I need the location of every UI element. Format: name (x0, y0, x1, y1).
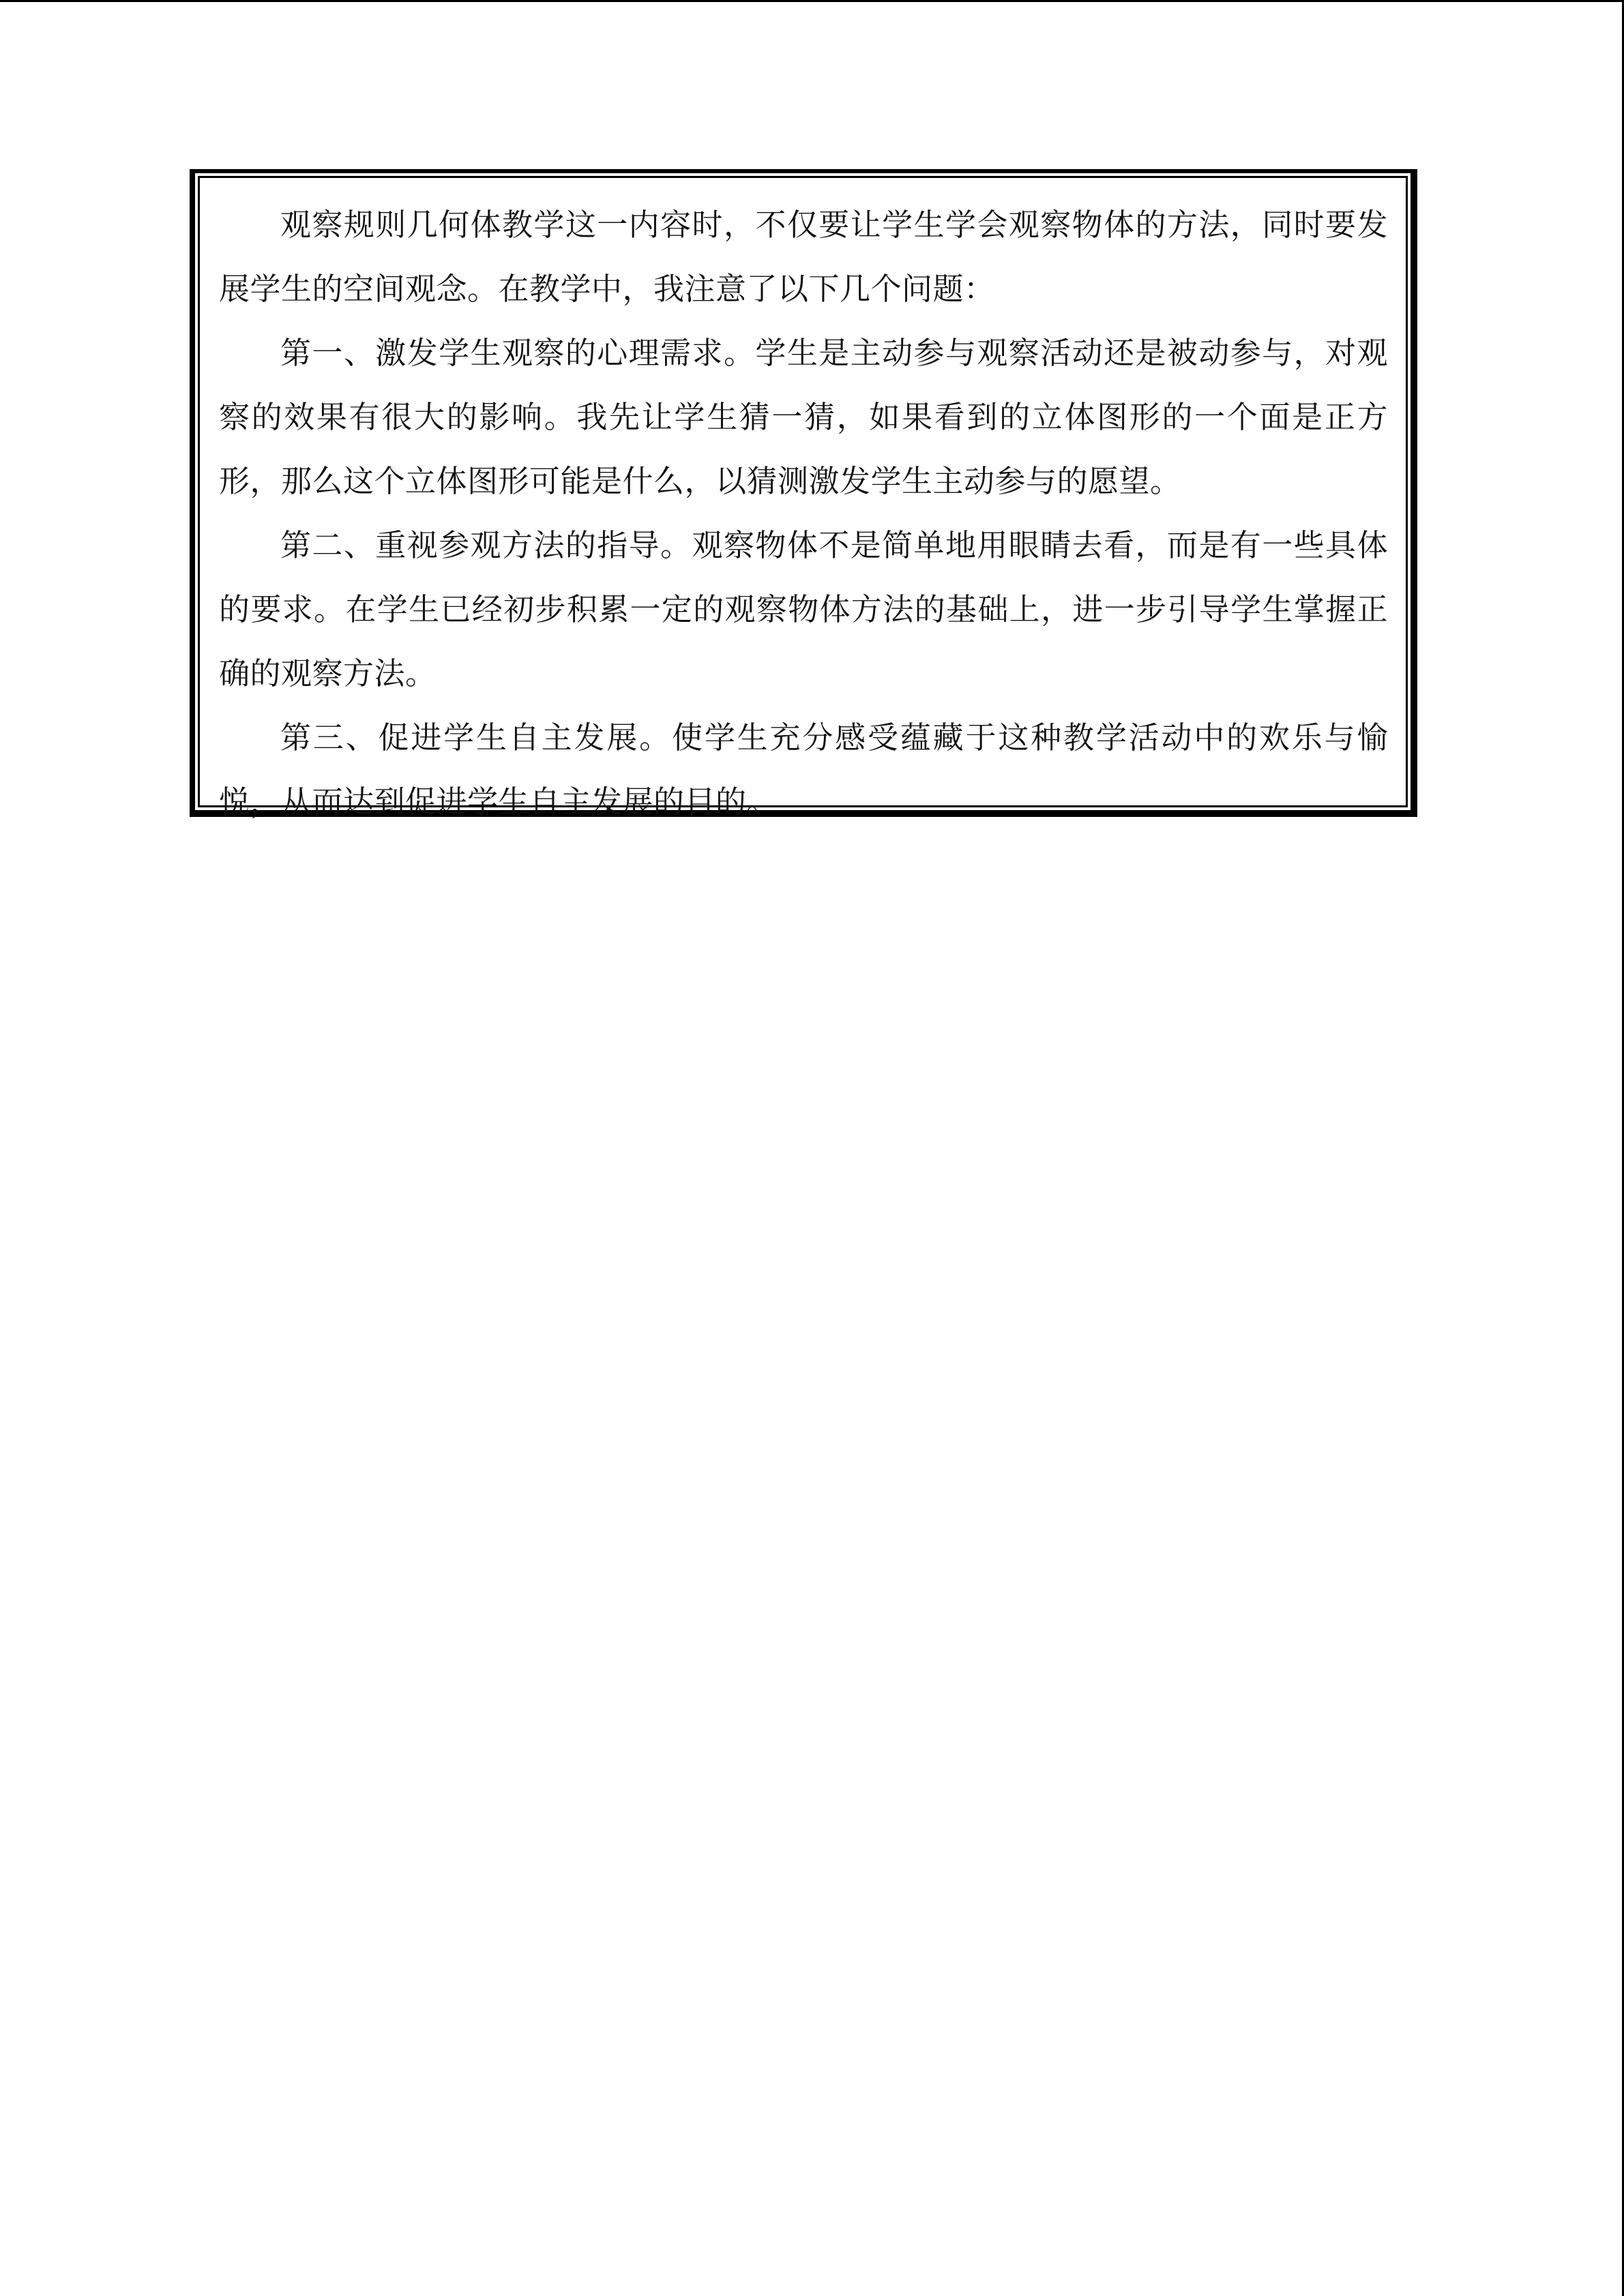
paragraph-point-one: 第一、激发学生观察的心理需求。学生是主动参与观察活动还是被动参与，对观察的效果有很大的影响。我先让学生猜一猜，如果看到的立体图形的一个面是正方形，那么这个立体图形可能是什么，以猜测激发学生主动参与的愿望。 (219, 335, 1388, 499)
page-top-border (0, 0, 1624, 2)
paragraph-point-two: 第二、重视参观方法的指导。观察物体不是简单地用眼睛去看，而是有一些具体的要求。在学生已经初步积累一定的观察物体方法的基础上，进一步引导学生掌握正确的观察方法。 (219, 527, 1388, 691)
teaching-reflection-content (198, 176, 1408, 820)
paragraph-intro: 观察规则几何体教学这一内容时，不仅要让学生学会观察物体的方法，同时要发展学生的空间观念。在教学中，我注意了以下几个问题： (219, 207, 1388, 307)
teaching-reflection-box (190, 169, 1417, 820)
paragraph-point-three: 第三、促进学生自主发展。使学生充分感受蕴藏于这种教学活动中的欢乐与愉悦，从而达到促进学生自主发展的目的。 (219, 719, 1388, 820)
